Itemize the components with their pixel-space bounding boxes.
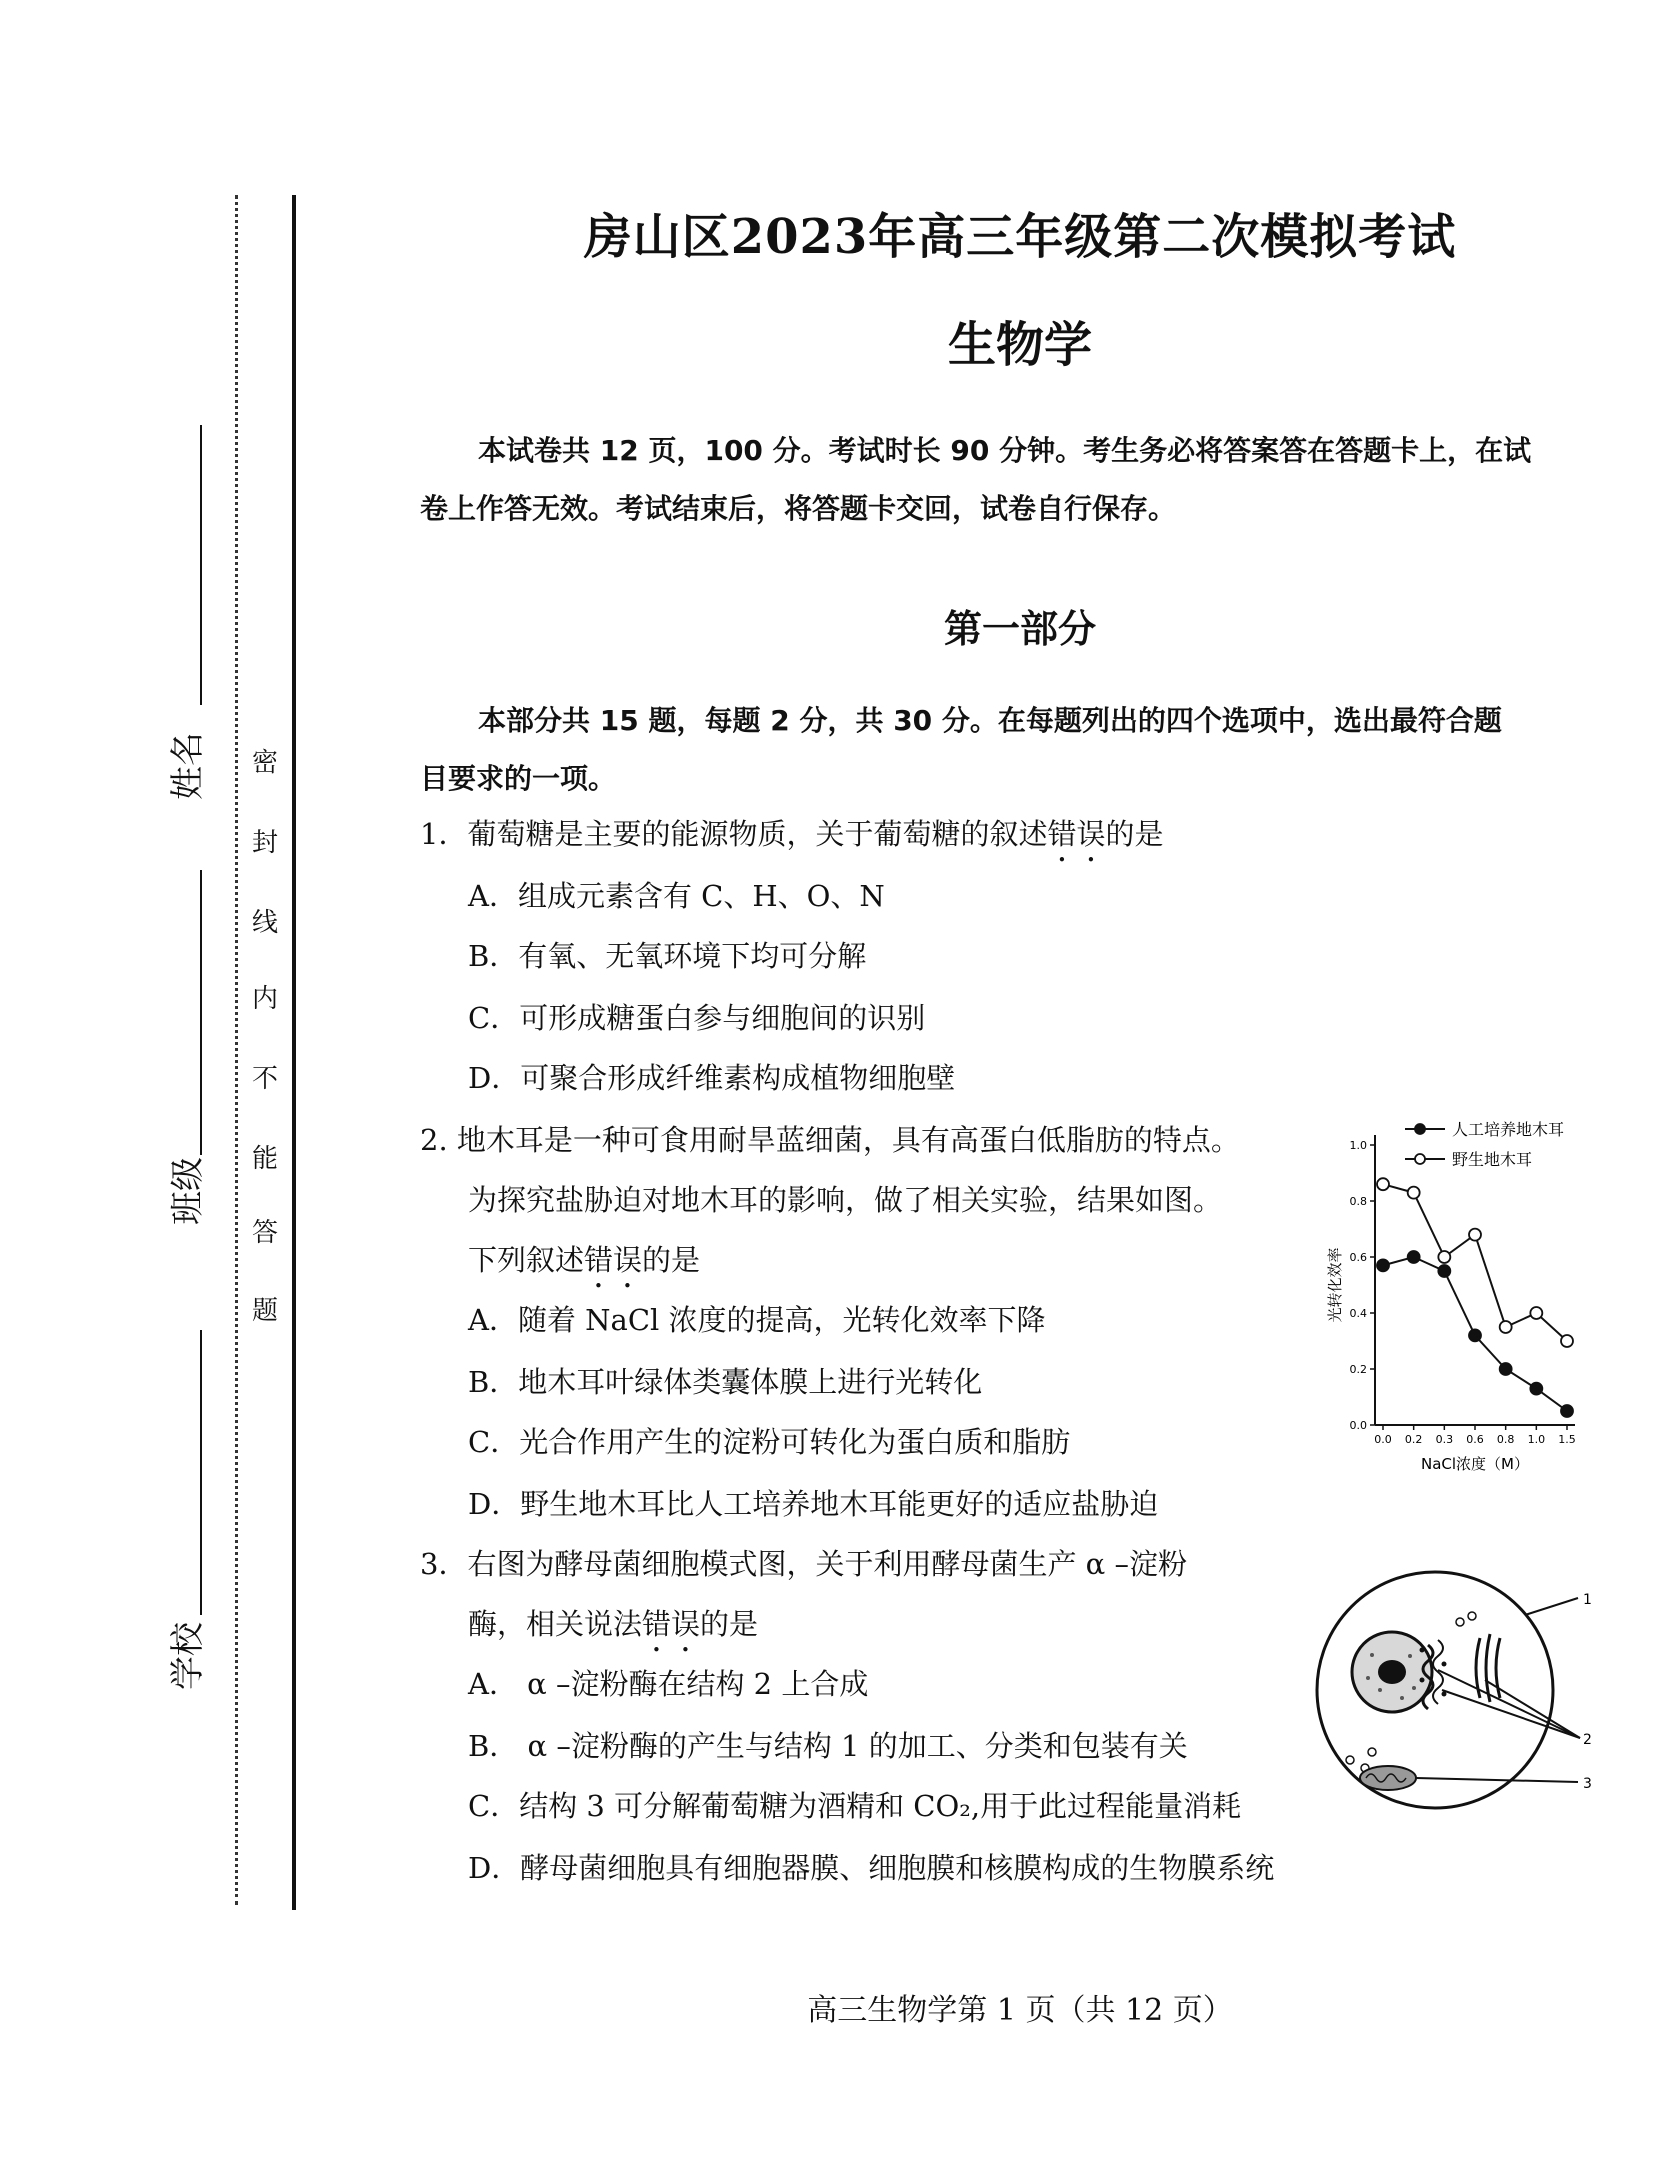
nucleolus <box>1378 1660 1406 1684</box>
y-tick-label: 0.0 <box>1349 1419 1367 1432</box>
question-2-stem-line-2: 为探究盐胁迫对地木耳的影响，做了相关实验，结果如图。 <box>468 1183 1223 1217</box>
y-tick-label: 0.8 <box>1349 1195 1367 1208</box>
y-tick-label: 0.6 <box>1349 1251 1367 1264</box>
option-3d[interactable]: D．酵母菌细胞具有细胞器膜、细胞膜和核膜构成的生物膜系统 <box>468 1851 1275 1885</box>
x-tick-label: 1.0 <box>1527 1433 1546 1446</box>
label-3: 3 <box>1583 1776 1592 1792</box>
name-label: 姓名 <box>168 732 208 800</box>
data-point <box>1408 1251 1420 1263</box>
x-tick-label: 0.6 <box>1466 1433 1484 1446</box>
question-1-stem: 1．葡萄糖是主要的能源物质，关于葡萄糖的叙述错误的是 <box>420 817 1164 851</box>
data-point <box>1469 1329 1481 1341</box>
y-tick-label: 1.0 <box>1349 1139 1367 1152</box>
data-point <box>1469 1229 1481 1241</box>
label-2: 2 <box>1583 1732 1592 1748</box>
x-tick-label: 0.3 <box>1435 1433 1454 1446</box>
option-3a[interactable]: A． α –淀粉酶在结构 2 上合成 <box>468 1667 869 1701</box>
question-3-stem-line-2: 酶，相关说法错误的是 <box>468 1607 759 1641</box>
data-point <box>1561 1335 1573 1347</box>
instructions-line-2: 卷上作答无效。考试结束后，将答题卡交回，试卷自行保存。 <box>420 492 1177 525</box>
data-point <box>1530 1307 1542 1319</box>
nacl-chart <box>1320 1115 1590 1485</box>
x-tick-label: 1.5 <box>1558 1433 1576 1446</box>
seal-char: 不 <box>251 1064 278 1094</box>
emphasis-text: 错误 <box>1047 817 1106 851</box>
data-point <box>1500 1321 1512 1333</box>
legend-marker <box>1415 1124 1425 1134</box>
option-2a[interactable]: A．随着 NaCl 浓度的提高，光转化效率下降 <box>468 1303 1046 1337</box>
option-3c[interactable]: C．结构 3 可分解葡萄糖为酒精和 CO₂,用于此过程能量消耗 <box>468 1789 1242 1823</box>
y-tick-label: 0.2 <box>1349 1363 1367 1376</box>
y-tick-label: 0.4 <box>1349 1307 1367 1320</box>
seal-char: 答 <box>251 1218 278 1248</box>
dotted-seal-line <box>235 195 238 1905</box>
option-2b[interactable]: B．地木耳叶绿体类囊体膜上进行光转化 <box>468 1365 983 1399</box>
option-2d[interactable]: D．野生地木耳比人工培养地木耳能更好的适应盐胁迫 <box>468 1487 1159 1521</box>
legend-marker <box>1415 1154 1425 1164</box>
option-1a[interactable]: A．组成元素含有 C、H、O、N <box>468 879 885 913</box>
part-heading: 第一部分 <box>943 606 1096 651</box>
seal-char: 题 <box>251 1296 278 1326</box>
option-1c[interactable]: C．可形成糖蛋白参与细胞间的识别 <box>468 1001 926 1035</box>
data-point <box>1438 1265 1450 1277</box>
y-axis-label: 光转化效率 <box>1326 1247 1344 1323</box>
x-tick-label: 0.8 <box>1496 1433 1515 1446</box>
instructions-line-1: 本试卷共 12 页，100 分。考试时长 90 分钟。考生务必将答案答在答题卡上，在试 <box>478 434 1532 467</box>
question-2-stem-line-1: 2. 地木耳是一种可食用耐旱蓝细菌，具有高蛋白低脂肪的特点。 <box>420 1123 1240 1157</box>
seal-char: 线 <box>251 908 278 938</box>
name-blank-line[interactable] <box>200 425 202 705</box>
x-axis-label: NaCl浓度（M） <box>1421 1455 1529 1473</box>
data-point <box>1530 1383 1542 1395</box>
class-blank-line[interactable] <box>200 870 202 1155</box>
data-point <box>1561 1405 1573 1417</box>
exam-title: 房山区2023年高三年级第二次模拟考试 <box>583 209 1457 265</box>
data-point <box>1408 1187 1420 1199</box>
data-point <box>1377 1259 1389 1271</box>
seal-char: 能 <box>251 1144 278 1174</box>
x-tick-label: 0.2 <box>1404 1433 1423 1446</box>
binding-line <box>292 195 296 1910</box>
subject-title: 生物学 <box>947 317 1092 373</box>
x-tick-label: 0.0 <box>1374 1433 1392 1446</box>
question-3-stem-line-1: 3．右图为酵母菌细胞模式图，关于利用酵母菌生产 α –淀粉 <box>420 1547 1187 1581</box>
school-label: 学校 <box>168 1622 208 1690</box>
option-1b[interactable]: B．有氧、无氧环境下均可分解 <box>468 939 867 973</box>
page-footer: 高三生物学第 1 页（共 12 页） <box>807 1993 1233 2028</box>
part-intro-line-2: 目要求的一项。 <box>420 762 617 795</box>
data-point <box>1377 1178 1389 1190</box>
option-2c[interactable]: C．光合作用产生的淀粉可转化为蛋白质和脂肪 <box>468 1425 1071 1459</box>
school-blank-line[interactable] <box>200 1330 202 1615</box>
question-2-stem-line-3: 下列叙述错误的是 <box>468 1243 701 1277</box>
emphasis-text: 错误 <box>584 1243 643 1277</box>
seal-char: 密 <box>251 748 278 778</box>
yeast-cell-diagram <box>1310 1560 1610 1820</box>
seal-char: 封 <box>251 828 278 858</box>
part-intro-line-1: 本部分共 15 题，每题 2 分，共 30 分。在每题列出的四个选项中，选出最符合题 <box>478 704 1502 737</box>
legend-label: 野生地木耳 <box>1452 1150 1533 1169</box>
label-1: 1 <box>1583 1592 1592 1608</box>
option-3b[interactable]: B． α –淀粉酶的产生与结构 1 的加工、分类和包装有关 <box>468 1729 1188 1763</box>
legend-label: 人工培养地木耳 <box>1452 1120 1565 1139</box>
mitochondrion <box>1360 1766 1416 1790</box>
emphasis-text: 错误 <box>642 1607 701 1641</box>
data-point <box>1438 1251 1450 1263</box>
option-1d[interactable]: D．可聚合形成纤维素构成植物细胞壁 <box>468 1061 956 1095</box>
seal-char: 内 <box>251 984 278 1014</box>
class-label: 班级 <box>168 1157 208 1225</box>
data-point <box>1500 1363 1512 1375</box>
